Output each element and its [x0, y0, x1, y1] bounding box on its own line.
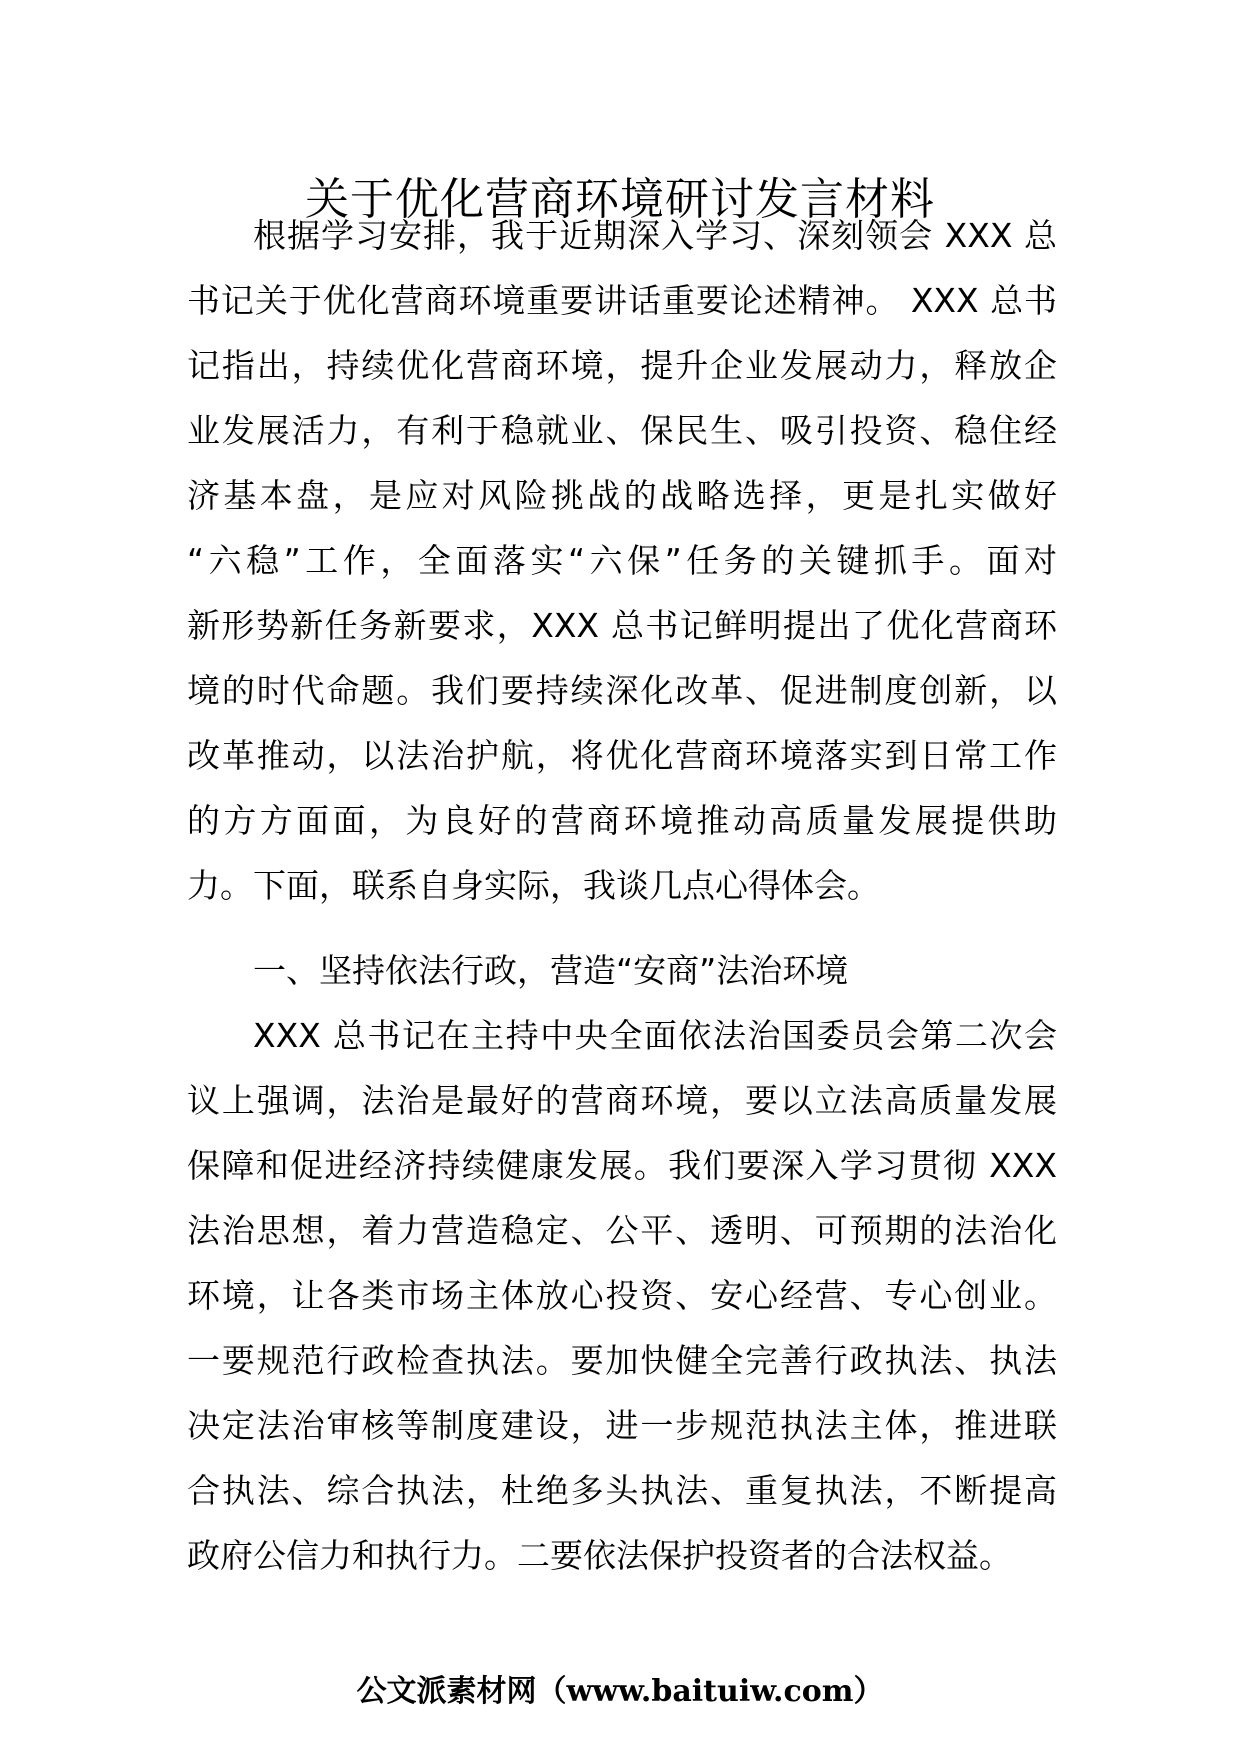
paragraph-line: 法治思想，着力营造稳定、公平、透明、可预期的法治化 [187, 1211, 1057, 1250]
paragraph-line: 新形势新任务新要求，XXX 总书记鲜明提出了优化营商环 [187, 606, 1057, 645]
paragraph-intro [187, 203, 1057, 918]
footer-watermark: 公文派素材网（www.baituiw.com） [356, 1674, 884, 1709]
paragraph-line: 议上强调，法治是最好的营商环境，要以立法高质量发展 [187, 1081, 1057, 1120]
paragraph-line: “六稳”工作，全面落实“六保”任务的关键抓手。面对 [187, 541, 1057, 580]
paragraph-line: 力。下面，联系自身实际，我谈几点心得体会。 [187, 866, 880, 905]
paragraph-line: 一要规范行政检查执法。要加快健全完善行政执法、执法 [187, 1341, 1057, 1380]
paragraph-line: 合执法、综合执法，杜绝多头执法、重复执法，不断提高 [187, 1471, 1057, 1510]
paragraph-line: 环境，让各类市场主体放心投资、安心经营、专心创业。 [187, 1276, 1057, 1315]
paragraph-line: 业发展活力，有利于稳就业、保民生、吸引投资、稳住经 [187, 411, 1057, 450]
paragraph-line: 保障和促进经济持续健康发展。我们要深入学习贯彻 XXX [187, 1146, 1057, 1185]
paragraph-line: 的方方面面，为良好的营商环境推动高质量发展提供助 [187, 801, 1057, 840]
paragraph-line: 济基本盘，是应对风险挑战的战略选择，更是扎实做好 [187, 476, 1057, 515]
paragraph-line: 决定法治审核等制度建设，进一步规范执法主体，推进联 [187, 1406, 1057, 1445]
paragraph-line: 境的时代命题。我们要持续深化改革、促进制度创新，以 [187, 671, 1057, 710]
document-title: 关于优化营商环境研讨发言材料 [305, 174, 935, 225]
paragraph-section-one [187, 1003, 1057, 1588]
paragraph-line: 书记关于优化营商环境重要讲话重要论述精神。 XXX 总书 [187, 281, 1057, 320]
paragraph-line: 改革推动，以法治护航，将优化营商环境落实到日常工作 [187, 736, 1057, 775]
section-heading: 一、坚持依法行政，营造“安商”法治环境 [253, 951, 849, 990]
paragraph-line: 记指出，持续优化营商环境，提升企业发展动力，释放企 [187, 346, 1057, 385]
paragraph-line: 根据学习安排，我于近期深入学习、深刻领会 XXX 总 [253, 216, 1057, 255]
paragraph-line: 政府公信力和执行力。二要依法保护投资者的合法权益。 [187, 1536, 1012, 1575]
paragraph-line: XXX 总书记在主持中央全面依法治国委员会第二次会 [253, 1016, 1057, 1055]
